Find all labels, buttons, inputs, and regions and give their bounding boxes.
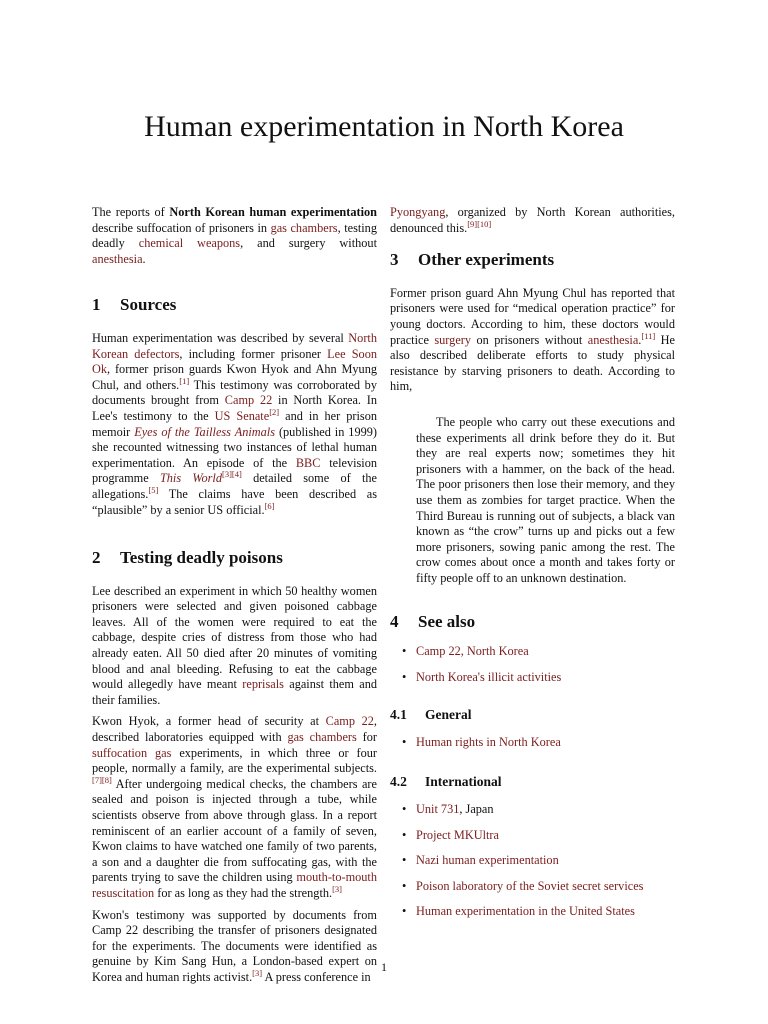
list-item: [402, 904, 675, 920]
link-surgery[interactable]: surgery: [434, 332, 472, 347]
section-heading-other-experiments: 3 Other experiments: [390, 250, 555, 270]
link-bbc[interactable]: BBC: [295, 455, 321, 470]
block-quote: The people who carry out these executions and these experiments all drink before they do it. But they are real experts now; sometimes they hit prisoners with a hammer, on the back of the head. The poor prisoners then lose their memory, and they use them as zombies for target practice. When the Third Bureau is running out of subjects, a black van known as “the crow” turns up and picks out a few more prisoners, sowing panic among the rest. The crow comes about once a month and takes forty or fifty people off to an unknown destination.: [416, 414, 675, 585]
link-gas-chambers[interactable]: gas chambers: [270, 220, 338, 235]
general-list: [390, 735, 675, 751]
citation[interactable]: [3]: [332, 883, 342, 894]
link-human-experimentation-us[interactable]: Human experimentation in the United States: [416, 904, 635, 919]
poisons-paragraph-2: Kwon Hyok, a former head of security at Camp 22, described laboratories equipped with gas chambers for suffocation gas experiments, in which three or four people, normally a family, are the experimental subjects.[7][8] After undergoing medical checks, the chambers are sealed and poison is injected through a tube, while scientists observe from above through glass. In a report reminiscent of an earlier account of a family of seven, Kwon claims to have watched one family of two parents, a son and a daughter die from suffocating gas, with the parents trying to save the children using mouth-to-mouth resuscitation for as long as they had the strength.[3]: [92, 714, 377, 900]
left-column: [92, 205, 377, 992]
citation[interactable]: [7][8]: [92, 774, 112, 785]
list-item: [402, 670, 675, 686]
link-project-mkultra[interactable]: Project MKUltra: [416, 827, 499, 842]
subsection-heading-international: 4.2 International: [390, 774, 502, 790]
link-unit-731[interactable]: Unit 731: [416, 802, 460, 817]
link-this-world[interactable]: This World: [159, 471, 222, 486]
link-lee-soon-ok[interactable]: Lee Soon Ok: [92, 346, 377, 377]
citation[interactable]: [2]: [269, 406, 280, 417]
citation[interactable]: [3]: [252, 967, 263, 978]
link-eyes-of-the-tailless-animals[interactable]: Eyes of the Tailless Animals: [134, 424, 275, 439]
citation[interactable]: [11]: [641, 330, 656, 341]
list-item: [402, 644, 675, 660]
poisons-paragraph-3: Kwon's testimony was supported by documents from Camp 22 describing the transfer of prisoners designated for the experiments. The documents were identified as genuine by Kim Sang Hun, a London-based expert on Korea and human rights activist.[3] A press conference in: [92, 907, 377, 984]
sources-paragraph: Human experimentation was described by several North Korean defectors, including former prisoner Lee Soon Ok, former prison guards Kwon Hyok and Ahn Myung Chul, and others.[1] This testimony was corroborated by documents brought from Camp 22 in North Korea. In Lee's testimony to the US Senate[2] and in her prison memoir Eyes of the Tailless Animals (published in 1999) she recounted witnessing two instances of lethal human experimentation. An episode of the BBC television programme This World[3][4] detailed some of the allegations.[5] The claims have been described as “plausible” by a senior US official.[6]: [92, 330, 378, 517]
link-camp-22[interactable]: Camp 22: [325, 714, 374, 729]
list-item: • Unit 731, Japan: [402, 802, 675, 818]
list-item: [402, 879, 675, 895]
section-heading-testing-deadly-poisons: 2 Testing deadly poisons: [92, 548, 283, 568]
citation[interactable]: [6]: [264, 500, 275, 511]
link-camp-22[interactable]: Camp 22: [224, 393, 273, 408]
citation[interactable]: [9][10]: [467, 218, 492, 229]
page-title: Human experimentation in North Korea: [144, 110, 624, 143]
list-item: [402, 735, 675, 751]
link-mouth-to-mouth-resuscitation[interactable]: mouth-to-mouth resuscitation: [92, 870, 377, 900]
other-experiments-paragraph: Former prison guard Ahn Myung Chul has reported that prisoners were used for “medical operation practice” for young doctors. According to him, these doctors would practice surgery on prisoners without anesthesia.[11] He also described deliberate efforts to study physical resistance by starving prisoners to death. According to him,: [390, 285, 676, 394]
subsection-heading-general: 4.1 General: [390, 707, 472, 723]
link-anesthesia[interactable]: anesthesia: [92, 251, 143, 266]
link-suffocation-gas[interactable]: suffocation gas: [92, 745, 172, 760]
right-column: [390, 205, 675, 920]
international-list: [390, 802, 675, 920]
link-human-rights-in-north-korea[interactable]: Human rights in North Korea: [416, 734, 561, 749]
link-pyongyang[interactable]: Pyongyang: [390, 205, 446, 219]
section-heading-sources: 1 Sources: [92, 295, 177, 315]
link-camp-22-north-korea[interactable]: Camp 22, North Korea: [416, 644, 529, 659]
link-north-korean-defectors[interactable]: North Korean defectors: [92, 330, 377, 361]
intro-paragraph: The reports of North Korean human experimentation describe suffocation of prisoners in gas chambers, testing deadly chemical weapons, and surgery without anesthesia.: [92, 205, 377, 266]
link-nazi-human-experimentation[interactable]: Nazi human experimentation: [416, 853, 559, 868]
citation[interactable]: [1]: [179, 375, 190, 386]
link-anesthesia[interactable]: anesthesia: [587, 332, 639, 347]
link-us-senate[interactable]: US Senate: [214, 408, 270, 423]
list-item: [402, 828, 675, 844]
see-also-list: [390, 644, 675, 685]
continued-paragraph: Pyongyang, organized by North Korean authorities, denounced this.[9][10]: [390, 205, 675, 235]
page-number: 1: [381, 960, 387, 974]
link-gas-chambers[interactable]: gas chambers: [287, 730, 357, 745]
section-heading-see-also: 4 See also: [390, 612, 476, 632]
intro-bold-term: North Korean human experimentation: [169, 205, 377, 219]
citation[interactable]: [5]: [148, 484, 159, 495]
poisons-paragraph-1: Lee described an experiment in which 50 healthy women prisoners were selected and given poisoned cabbage leaves. All of the women were required to eat the cabbage, despite cries of distress from those who had already eaten. All 50 died after 20 minutes of vomiting blood and anal bleeding. Refusing to eat the cabbage would allegedly have meant reprisals against them and their families.: [92, 583, 377, 707]
list-item: [402, 853, 675, 869]
link-north-korea-illicit-activities[interactable]: North Korea's illicit activities: [416, 669, 562, 684]
citation[interactable]: [3][4]: [222, 469, 242, 480]
link-poison-laboratory-soviet[interactable]: Poison laboratory of the Soviet secret services: [416, 878, 644, 893]
link-reprisals[interactable]: reprisals: [242, 677, 284, 692]
link-chemical-weapons[interactable]: chemical weapons: [138, 236, 241, 251]
